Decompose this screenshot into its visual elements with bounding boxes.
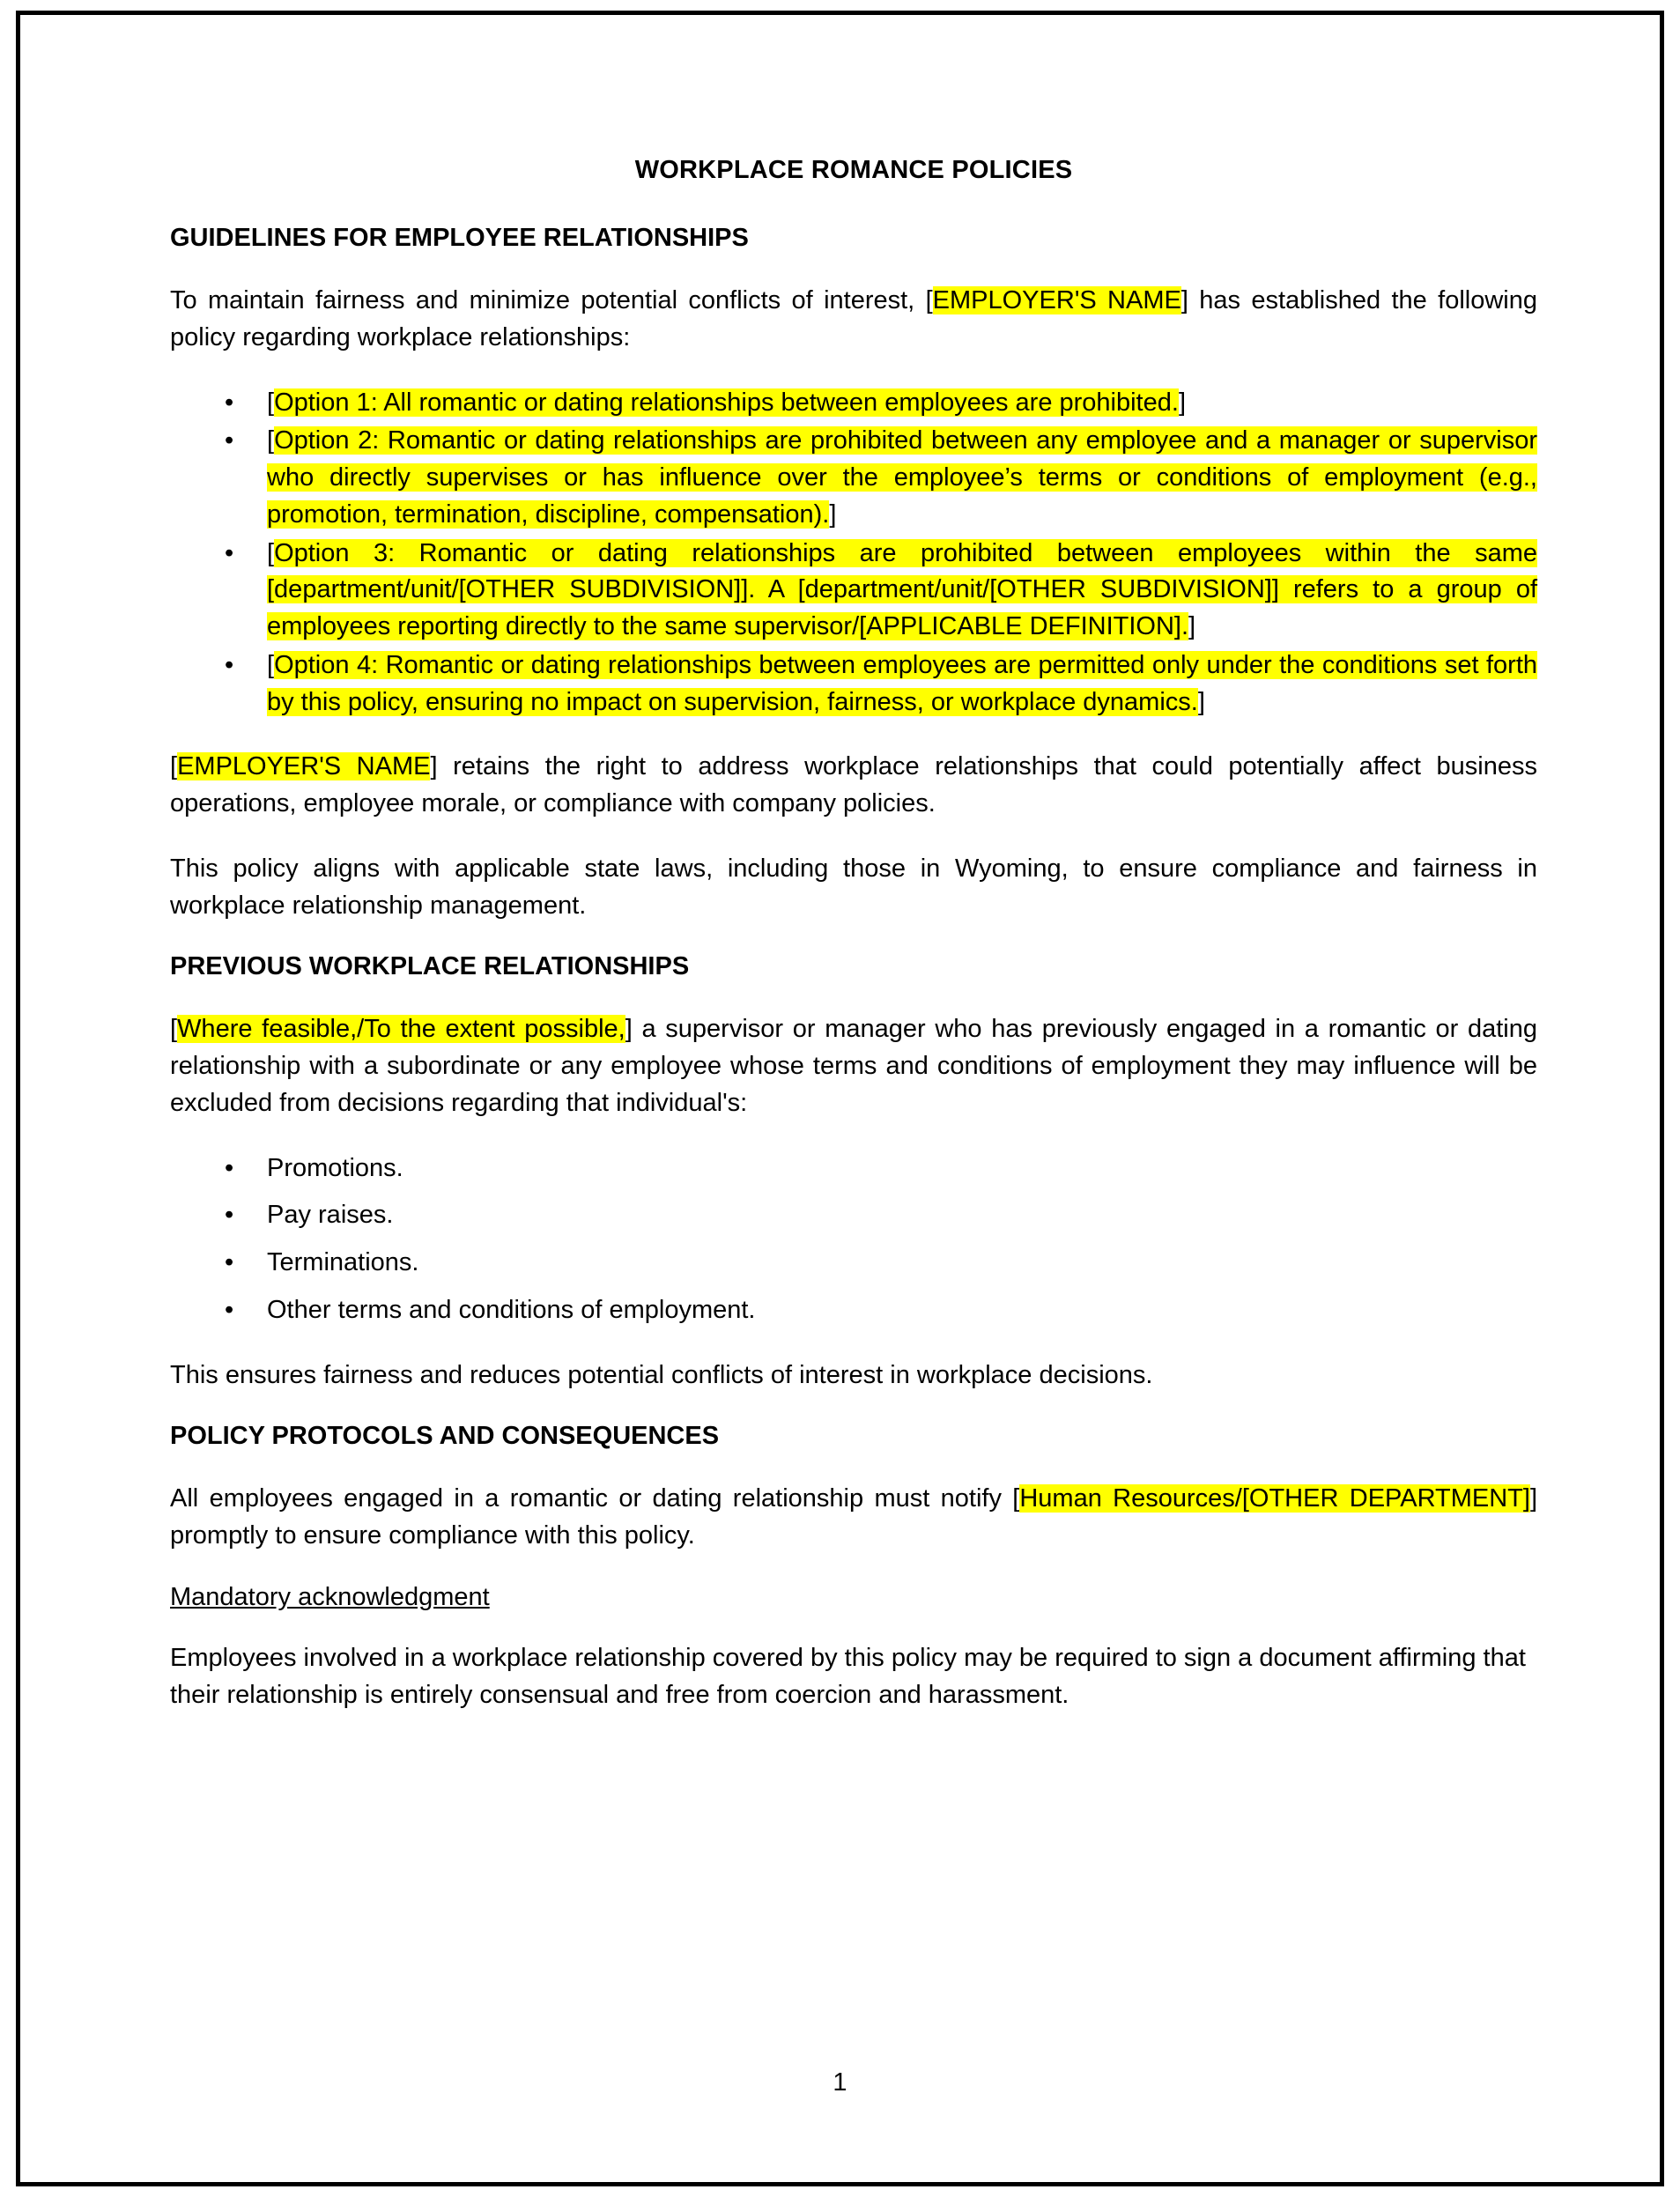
policy-options-list — [170, 385, 1537, 721]
option-text: Option 2: Romantic or dating relationships are prohibited between any employee and a manager or supervisor who directly supervises or has influence over the employee’s terms or conditions of employment (e.g., promotion, termination, discipline, compensation). — [267, 426, 1537, 529]
bracket-open: [ — [267, 426, 275, 455]
fairness-closing-paragraph: This ensures fairness and reduces potential conflicts of interest in workplace decisions. — [170, 1360, 1153, 1389]
list-item — [170, 423, 1537, 533]
list-item: • Terminations. — [170, 1245, 1537, 1282]
notification-paragraph — [170, 1481, 1537, 1555]
page-sheet — [16, 11, 1664, 2186]
list-item — [170, 647, 1537, 721]
subheading-mandatory-acknowledgment: Mandatory acknowledgment — [170, 1582, 490, 1611]
section-heading-policy-protocols: POLICY PROTOCOLS AND CONSEQUENCES — [170, 1422, 720, 1451]
page-title: WORKPLACE ROMANCE POLICIES — [634, 156, 1073, 184]
notification-text-pre: All employees engaged in a romantic or dating relationship must notify [ — [170, 1484, 1020, 1513]
previous-relationships-text: ] a supervisor or manager who has previously engaged in a romantic or dating relationship with a subordinate or any employee whose terms and conditions of employment they may influence will be excluded from decisions regarding that individual's: — [170, 1015, 1537, 1117]
retains-right-paragraph — [170, 749, 1537, 823]
hr-department-placeholder: Human Resources/[OTHER DEPARTMENT] — [1019, 1484, 1530, 1513]
intro-text-pre: To maintain fairness and minimize potential conflicts of interest, [ — [170, 286, 933, 314]
bracket-open: [ — [267, 650, 275, 679]
bracket-close: ] — [1197, 687, 1205, 716]
bracket-open: [ — [170, 752, 178, 781]
notification-text-post: ] promptly to ensure compliance with this policy. — [170, 1484, 1537, 1550]
list-item — [170, 536, 1537, 646]
excluded-decisions-list — [170, 1150, 1537, 1329]
option-text: Option 4: Romantic or dating relationships between employees are permitted only under the conditions set forth by this policy, ensuring no impact on supervision, fairness, or workplace dynamics. — [267, 650, 1537, 716]
bracket-open: [ — [267, 388, 275, 417]
bracket-open: [ — [170, 1015, 178, 1044]
state-law-paragraph: This policy aligns with applicable state laws, including those in Wyoming, to ensure compliance and fairness in workplace relationship management. — [170, 854, 1537, 920]
list-item: • Promotions. — [170, 1150, 1537, 1187]
intro-text-post: ] has established the following policy regarding workplace relationships: — [170, 286, 1537, 351]
list-item: • Other terms and conditions of employment. — [170, 1292, 1537, 1329]
bracket-close: ] — [829, 499, 837, 529]
option-text: Option 1: All romantic or dating relationships between employees are prohibited. — [274, 388, 1179, 417]
employer-name-placeholder: EMPLOYER'S NAME — [177, 752, 431, 781]
bracket-open: [ — [267, 538, 275, 567]
feasibility-placeholder: Where feasible,/To the extent possible, — [177, 1015, 625, 1044]
option-text: Option 3: Romantic or dating relationships are prohibited between employees within the same [department/unit/[OTHER SUBDIVISION]]. A [department/unit/[OTHER SUBDIVISION]] refers to a group of employees reporting directly to the same supervisor/[APPLICABLE DEFINITION]. — [267, 538, 1537, 640]
page-number: 1 — [833, 2068, 847, 2097]
bracket-close: ] — [1178, 388, 1186, 417]
employer-name-placeholder: EMPLOYER'S NAME — [932, 286, 1181, 314]
retains-right-text: ] retains the right to address workplace relationships that could potentially affect business operations, employee morale, or compliance with company policies. — [170, 752, 1537, 817]
section-heading-previous-relationships: PREVIOUS WORKPLACE RELATIONSHIPS — [170, 952, 690, 981]
list-item: • Pay raises. — [170, 1197, 1537, 1234]
list-item — [170, 385, 1537, 422]
section-heading-guidelines: GUIDELINES FOR EMPLOYEE RELATIONSHIPS — [170, 224, 749, 252]
bracket-close: ] — [1188, 612, 1196, 640]
previous-relationships-paragraph — [170, 1011, 1537, 1121]
intro-paragraph — [170, 283, 1537, 357]
acknowledgment-paragraph: Employees involved in a workplace relationship covered by this policy may be required to sign a document affirming that their relationship is entirely consensual and free from coercion and harassment. — [170, 1643, 1526, 1709]
document-body — [170, 156, 1537, 1742]
